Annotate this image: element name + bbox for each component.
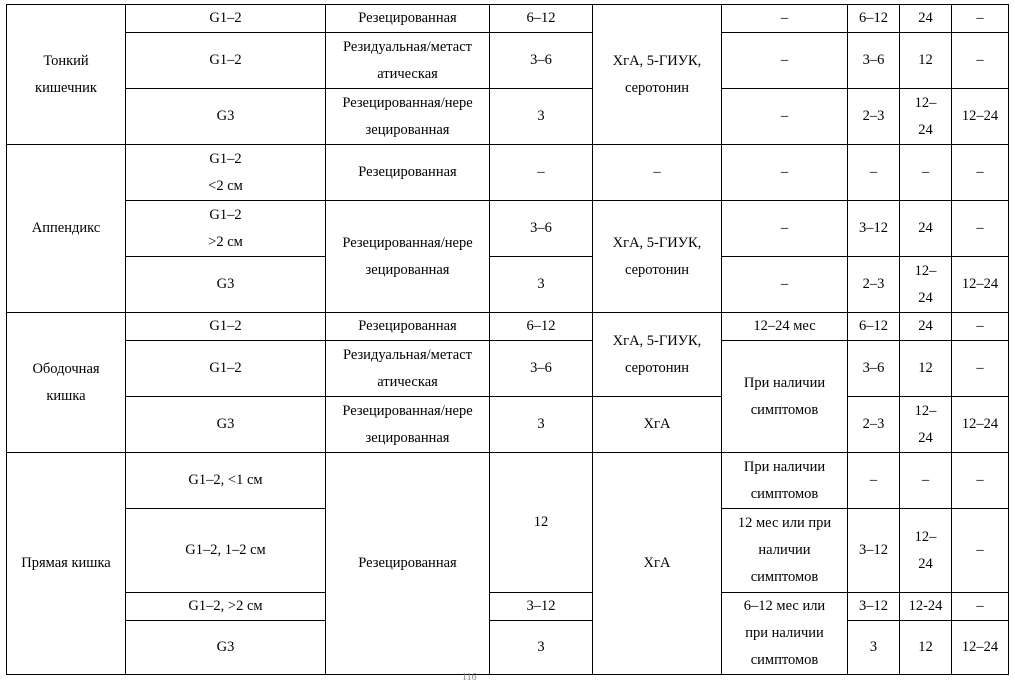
value-cell: – — [952, 5, 1009, 33]
value-cell: – — [952, 341, 1009, 397]
value-cell: 12 — [900, 33, 952, 89]
value-cell: – — [952, 509, 1009, 593]
resection-cell: Резецированная/нере зецированная — [326, 89, 490, 145]
organ-cell: Ободочная кишка — [7, 313, 126, 453]
value-cell: 12– 24 — [900, 397, 952, 453]
value-cell: 2–3 — [848, 397, 900, 453]
resection-cell: Резецированная — [326, 313, 490, 341]
interval-cell: 3 — [490, 257, 593, 313]
interval-cell: 3–6 — [490, 33, 593, 89]
value-cell: – — [848, 453, 900, 509]
grade-cell: G3 — [126, 397, 326, 453]
value-cell: 12– 24 — [900, 257, 952, 313]
resection-cell: Резецированная — [326, 453, 490, 675]
imaging-cell: – — [722, 145, 848, 201]
value-cell: 12–24 — [952, 89, 1009, 145]
interval-cell: 3 — [490, 89, 593, 145]
markers-cell: ХгА, 5-ГИУК, серотонин — [593, 313, 722, 397]
markers-cell: ХгА — [593, 453, 722, 675]
interval-cell: 6–12 — [490, 313, 593, 341]
page-number: 116 — [462, 672, 477, 683]
value-cell: 2–3 — [848, 257, 900, 313]
imaging-cell: – — [722, 33, 848, 89]
imaging-cell: – — [722, 201, 848, 257]
value-cell: – — [952, 313, 1009, 341]
value-cell: 12– 24 — [900, 89, 952, 145]
imaging-cell: – — [722, 257, 848, 313]
grade-cell: G1–2 >2 см — [126, 201, 326, 257]
table-row — [7, 145, 1009, 201]
table-row — [7, 257, 1009, 313]
resection-cell: Резецированная — [326, 5, 490, 33]
value-cell: 12–24 — [952, 621, 1009, 675]
value-cell: – — [952, 593, 1009, 621]
grade-cell: G1–2, >2 см — [126, 593, 326, 621]
imaging-cell: 12 мес или при наличии симптомов — [722, 509, 848, 593]
grade-cell: G3 — [126, 257, 326, 313]
interval-cell: 3–6 — [490, 341, 593, 397]
interval-cell: – — [490, 145, 593, 201]
interval-cell: 12 — [490, 453, 593, 593]
interval-cell: 3 — [490, 621, 593, 675]
value-cell: 3–12 — [848, 593, 900, 621]
value-cell: 6–12 — [848, 5, 900, 33]
value-cell: 3–6 — [848, 341, 900, 397]
value-cell: 12– 24 — [900, 509, 952, 593]
table-row — [7, 313, 1009, 341]
value-cell: 12 — [900, 621, 952, 675]
grade-cell: G1–2 <2 см — [126, 145, 326, 201]
table-row — [7, 89, 1009, 145]
imaging-cell: 6–12 мес или при наличии симптомов — [722, 593, 848, 675]
value-cell: – — [952, 201, 1009, 257]
markers-cell: – — [593, 145, 722, 201]
value-cell: 3–12 — [848, 509, 900, 593]
value-cell: 12-24 — [900, 593, 952, 621]
value-cell: 3 — [848, 621, 900, 675]
value-cell: 12–24 — [952, 257, 1009, 313]
grade-cell: G1–2 — [126, 313, 326, 341]
interval-cell: 3–6 — [490, 201, 593, 257]
interval-cell: 3–12 — [490, 593, 593, 621]
value-cell: – — [848, 145, 900, 201]
organ-cell: Тонкий кишечник — [7, 5, 126, 145]
table-row — [7, 397, 1009, 453]
value-cell: 2–3 — [848, 89, 900, 145]
grade-cell: G3 — [126, 89, 326, 145]
table-row — [7, 33, 1009, 89]
resection-cell: Резецированная — [326, 145, 490, 201]
table-row — [7, 201, 1009, 257]
table-row — [7, 5, 1009, 33]
grade-cell: G1–2, 1–2 см — [126, 509, 326, 593]
table-row — [7, 621, 1009, 675]
markers-cell: ХгА — [593, 397, 722, 453]
resection-cell: Резидуальная/метаст атическая — [326, 33, 490, 89]
organ-cell: Аппендикс — [7, 145, 126, 313]
markers-cell: ХгА, 5-ГИУК, серотонин — [593, 201, 722, 313]
table-row — [7, 341, 1009, 397]
imaging-cell: – — [722, 89, 848, 145]
resection-cell: Резецированная/нере зецированная — [326, 201, 490, 313]
value-cell: – — [900, 453, 952, 509]
organ-cell: Прямая кишка — [7, 453, 126, 675]
table-row — [7, 593, 1009, 621]
value-cell: 3–6 — [848, 33, 900, 89]
imaging-cell: При наличии симптомов — [722, 453, 848, 509]
imaging-cell: – — [722, 5, 848, 33]
interval-cell: 3 — [490, 397, 593, 453]
value-cell: 24 — [900, 5, 952, 33]
grade-cell: G3 — [126, 621, 326, 675]
imaging-cell: 12–24 мес — [722, 313, 848, 341]
value-cell: – — [952, 145, 1009, 201]
markers-cell: ХгА, 5-ГИУК, серотонин — [593, 5, 722, 145]
value-cell: – — [900, 145, 952, 201]
value-cell: 3–12 — [848, 201, 900, 257]
grade-cell: G1–2 — [126, 341, 326, 397]
value-cell: – — [952, 33, 1009, 89]
grade-cell: G1–2 — [126, 5, 326, 33]
interval-cell: 6–12 — [490, 5, 593, 33]
value-cell: – — [952, 453, 1009, 509]
resection-cell: Резецированная/нере зецированная — [326, 397, 490, 453]
grade-cell: G1–2 — [126, 33, 326, 89]
value-cell: 12–24 — [952, 397, 1009, 453]
value-cell: 12 — [900, 341, 952, 397]
resection-cell: Резидуальная/метаст атическая — [326, 341, 490, 397]
value-cell: 24 — [900, 313, 952, 341]
grade-cell: G1–2, <1 см — [126, 453, 326, 509]
value-cell: 6–12 — [848, 313, 900, 341]
value-cell: 24 — [900, 201, 952, 257]
follow-up-table — [6, 4, 1009, 675]
imaging-cell: При наличии симптомов — [722, 341, 848, 453]
table-row — [7, 453, 1009, 509]
